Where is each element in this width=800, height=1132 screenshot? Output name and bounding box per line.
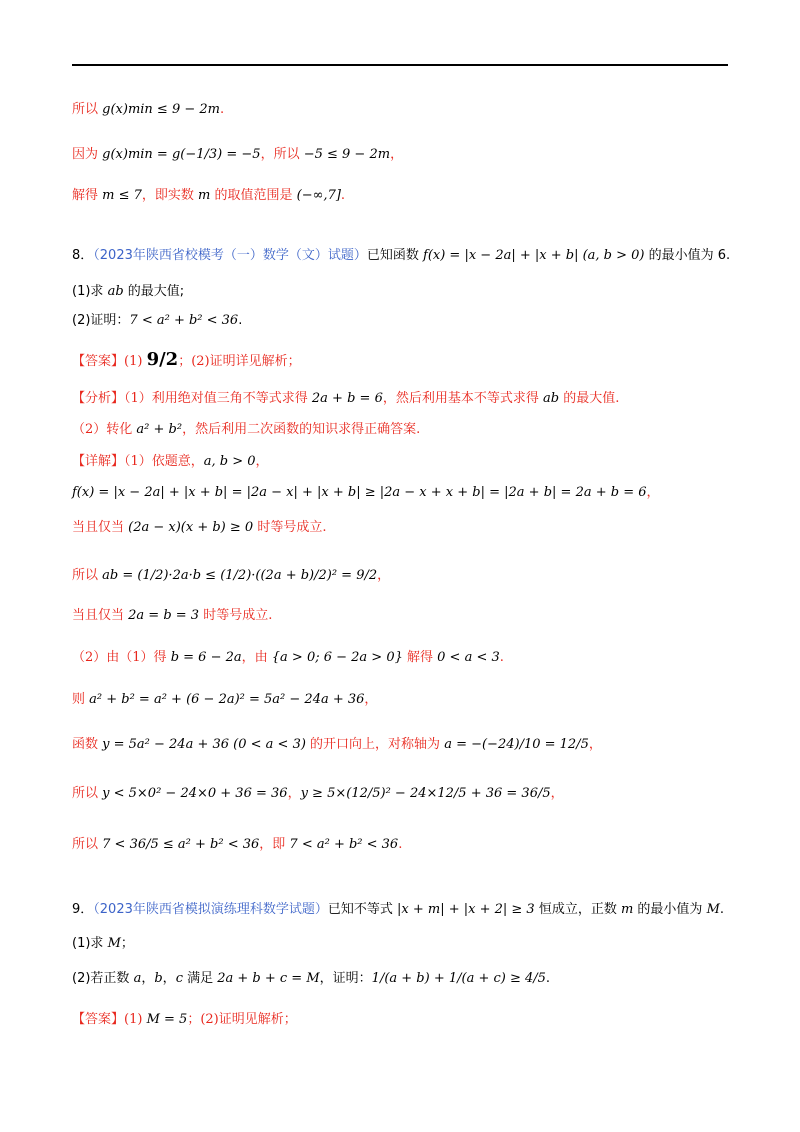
math-expression: 1/(a + b) + 1/(a + c) ≥ 4/5: [371, 971, 546, 986]
text-span: .: [545, 971, 551, 986]
math-expression: f(x) = |x − 2a| + |x + b| = |2a − x| + |x + b| ≥ |2a − x + x + b| = |2a + b| = 2a + b = 6: [72, 485, 647, 500]
text-span: 则: [72, 692, 90, 707]
text-line-ans8: [72, 350, 740, 372]
text-span: 已知不等式: [327, 902, 398, 917]
text-span: 所以: [72, 568, 103, 583]
text-span: ，: [141, 971, 155, 986]
text-span: 所以: [72, 102, 103, 117]
text-span: 的开口向上，对称轴为: [305, 737, 445, 752]
math-expression: y = 5a² − 24a + 36 (0 < a < 3): [102, 737, 306, 752]
math-expression: 0 < a < 3: [437, 650, 500, 665]
math-expression: m ≤ 7: [102, 188, 142, 203]
text-span: 解得: [72, 188, 103, 203]
text-span: .: [499, 650, 504, 665]
text-line-det1: [72, 452, 740, 472]
text-span: .: [219, 102, 225, 117]
math-expression: 9/2: [146, 349, 179, 370]
text-span: 8．: [72, 248, 94, 263]
text-span: (1)求: [72, 284, 108, 299]
text-span: ，然后利用二次函数的知识求得正确答案.: [182, 422, 421, 437]
math-expression: 7 < 36/5 ≤ a² + b² < 36: [102, 837, 260, 852]
text-line-det10: [72, 835, 740, 855]
text-span: (2)若正数: [72, 971, 134, 986]
text-span: 时等号成立.: [253, 520, 327, 535]
text-span: （2023年陕西省校模考（一）数学（文）试题）: [93, 248, 367, 263]
text-span: .: [238, 313, 243, 328]
text-span: ，: [550, 786, 564, 801]
text-span: 的最大值.: [559, 391, 620, 406]
text-span: ，即: [259, 837, 290, 852]
text-span: (2)证明：: [72, 313, 130, 328]
text-span: ，所以: [260, 147, 304, 162]
header-rule: [72, 64, 728, 66]
text-span: 已知函数: [366, 248, 424, 263]
math-expression: ab: [107, 284, 124, 299]
text-span: ，: [646, 485, 660, 500]
text-span: ，由: [241, 650, 272, 665]
math-expression: 2a = b = 3: [128, 608, 200, 623]
text-line-det8: [72, 735, 740, 755]
math-expression: 7 < a² + b² < 36: [289, 837, 399, 852]
math-expression: m: [198, 188, 211, 203]
text-line-q9: [72, 900, 740, 920]
text-span: 因为: [72, 147, 103, 162]
text-line-q9b: [72, 969, 740, 989]
math-expression: y ≥ 5×(12/5)² − 24×12/5 + 36 = 36/5: [300, 786, 551, 801]
math-expression: b = 6 − 2a: [170, 650, 242, 665]
math-expression: b: [154, 971, 163, 986]
text-span: ，: [588, 737, 602, 752]
text-span: .: [719, 902, 725, 917]
math-expression: a² + b² = a² + (6 − 2a)² = 5a² − 24a + 36: [89, 692, 365, 707]
math-expression: m: [620, 902, 634, 917]
math-expression: a: [133, 971, 142, 986]
math-expression: g(x)min ≤ 9 − 2m: [102, 102, 220, 117]
text-line-det2: [72, 483, 740, 503]
text-span: 所以: [72, 786, 103, 801]
math-expression: y < 5×0² − 24×0 + 36 = 36: [102, 786, 288, 801]
text-line-ans9: [72, 1010, 740, 1030]
text-line-q8a: [72, 282, 740, 302]
text-span: 【答案】(1): [72, 1012, 147, 1027]
text-line-det3: [72, 518, 740, 538]
math-expression: c: [175, 971, 183, 986]
math-expression: 2a + b + c = M: [217, 971, 320, 986]
text-line-det5: [72, 606, 740, 626]
text-line-det4: [72, 566, 740, 586]
text-span: ，即实数: [141, 188, 199, 203]
text-span: ，: [255, 454, 269, 469]
text-span: 【详解】（1）依题意，: [72, 454, 204, 469]
text-span: 满足: [182, 971, 218, 986]
math-expression: ab = (1/2)·2a·b ≤ (1/2)·((2a + b)/2)² = 9/2: [102, 568, 378, 583]
text-span: ，然后利用基本不等式求得: [382, 391, 543, 406]
math-expression: 2a + b = 6: [311, 391, 383, 406]
math-expression: M = 5: [146, 1012, 188, 1027]
text-span: 所以: [72, 837, 103, 852]
text-span: 9．: [72, 902, 94, 917]
text-span: 恒成立，正数: [534, 902, 621, 917]
text-span: 【分析】（1）利用绝对值三角不等式求得: [72, 391, 312, 406]
text-span: （2）由（1）得: [72, 650, 171, 665]
text-line-q8b: [72, 311, 740, 331]
text-span: ，: [390, 147, 404, 162]
text-span: ，证明：: [319, 971, 372, 986]
math-expression: a, b > 0: [203, 454, 256, 469]
math-expression: {a > 0; 6 − 2a > 0}: [271, 650, 403, 665]
text-line-ana2: [72, 420, 740, 440]
text-span: ，: [162, 971, 176, 986]
text-line-q9a: [72, 934, 740, 954]
text-line-l1: [72, 100, 740, 120]
math-expression: (2a − x)(x + b) ≥ 0: [128, 520, 254, 535]
text-span: （2）转化: [72, 422, 137, 437]
text-span: ；: [120, 936, 134, 951]
math-expression: ab: [542, 391, 560, 406]
text-span: ，: [364, 692, 378, 707]
text-line-ana1: [72, 389, 740, 409]
text-span: 当且仅当: [72, 520, 129, 535]
text-span: （2023年陕西省模拟演练理科数学试题）: [93, 902, 328, 917]
text-line-l2: [72, 145, 740, 165]
text-span: 的取值范围是: [210, 188, 297, 203]
text-line-l3: [72, 186, 740, 206]
text-span: 当且仅当: [72, 608, 129, 623]
text-span: 的最小值为 6.: [644, 248, 731, 263]
text-span: (1)求: [72, 936, 108, 951]
text-span: 的最小值为: [633, 902, 707, 917]
text-line-det6: [72, 648, 740, 668]
math-expression: g(x)min = g(−1/3) = −5: [102, 147, 261, 162]
text-span: ；(2)证明见解析；: [187, 1012, 297, 1027]
math-expression: (−∞,7]: [296, 188, 341, 203]
text-span: ；(2)证明详见解析；: [178, 354, 301, 369]
text-span: 的最大值;: [123, 284, 185, 299]
math-expression: −5 ≤ 9 − 2m: [303, 147, 391, 162]
math-expression: |x + m| + |x + 2| ≥ 3: [397, 902, 535, 917]
math-expression: M: [706, 902, 720, 917]
math-expression: 7 < a² + b² < 36: [129, 313, 239, 328]
text-span: ，: [287, 786, 301, 801]
text-span: 【答案】(1): [72, 354, 147, 369]
math-expression: a² + b²: [136, 422, 183, 437]
math-expression: a = −(−24)/10 = 12/5: [444, 737, 589, 752]
text-span: 时等号成立.: [199, 608, 273, 623]
text-line-det9: [72, 784, 740, 804]
text-line-q8: [72, 246, 740, 266]
text-span: ，: [377, 568, 391, 583]
text-span: .: [340, 188, 346, 203]
text-span: 解得: [402, 650, 438, 665]
math-expression: M: [107, 936, 121, 951]
math-expression: f(x) = |x − 2a| + |x + b| (a, b > 0): [423, 248, 645, 263]
text-span: 函数: [72, 737, 103, 752]
text-line-det7: [72, 690, 740, 710]
text-span: .: [398, 837, 403, 852]
